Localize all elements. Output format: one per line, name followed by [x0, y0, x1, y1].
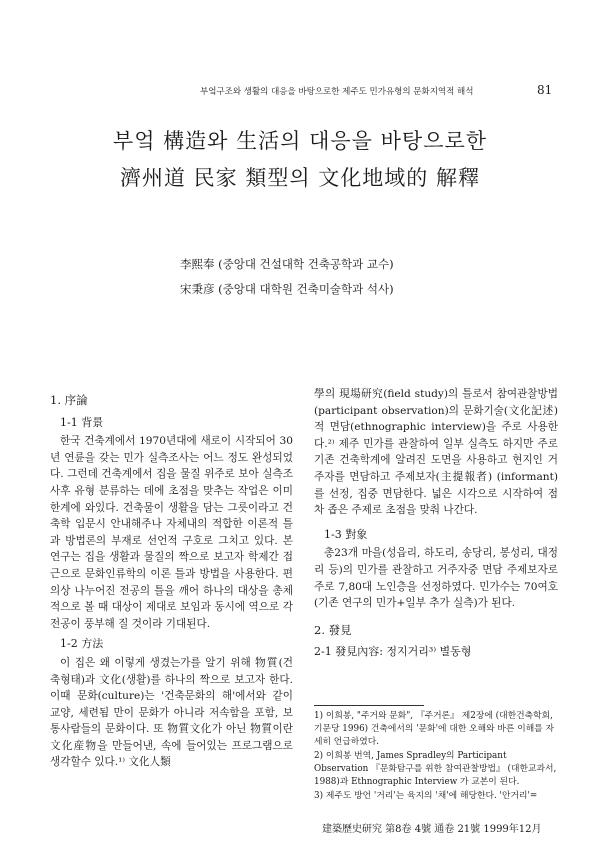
footnote-divider — [314, 705, 424, 706]
footnote-1: 1) 이희봉, "주거와 문화", 『주거론』 제2장에 (대한건축학회, 기문당 1996) 건축에서의 '문화'에 대한 오해와 바른 이해를 자세히 언급하였다. — [314, 711, 554, 747]
left-column — [50, 392, 293, 771]
author-2: 宋秉彦 (중앙대 대학원 건축미술학과 석사) — [180, 282, 394, 296]
subsection-heading-background: 1-1 背景 — [60, 415, 104, 429]
paragraph-subject: 총23개 마을(성읍리, 하도리, 송당리, 봉성리, 대정리 등)의 민가를 관찰하고 거주자중 면담 주제보자로 주로 7,80대 노인층을 선정하였다. 민가수는 70여호(기존 연구의 민가+일부 추가 실측)가 된다. — [314, 547, 558, 610]
paragraph-method: 이 집은 왜 이렇게 생겼는가를 알기 위해 物質(건축형태)과 文化(생활)를 하나의 짝으로 보고자 한다. 이때 문화(culture)는 '건축문화의 해'에서와 같이 교양, 세련됨 만이 문화가 아니라 저속함을 포함, 보통사람들의 문화이다. 또 物質文化가 아닌 物質이란 文化産物을 만들어낸, 속에 들어있는 프로그램으로 생각할수 있다.¹⁾ 文化人類 — [50, 656, 293, 769]
journal-footer: 建築歷史研究 第8卷 4號 通卷 21號 1999年12月 — [322, 824, 542, 835]
running-header: 부엌구조와 생활의 대응을 바탕으로한 제주도 민가유형의 문화지역적 해석 — [200, 87, 474, 97]
right-column — [314, 386, 558, 663]
subsection-heading-findings-content: 2-1 發見內容: 정지거리³⁾ 별동형 — [314, 645, 472, 659]
paragraph-background: 한국 건축계에서 1970년대에 새로이 시작되어 30년 연륜을 갖는 민가 실측조사는 어느 정도 완성되었다. 그런데 건축계에서 집을 물질 위주로 보아 실측조사후 유형 분류하는 데에 초점을 맞추는 작업은 이미 한계에 와있다. 건축물이 생활을 담는 그릇이라고 건축학 입문시 안내해주나 자체내의 적합한 이론적 틀과 방법론의 부재로 선언적 구호로 그치고 있다. 본 연구는 집을 생활과 물질의 짝으로 보고자 학제간 접근으로 문화인류학의 이론 틀과 방법을 사용한다. 편의상 나누어진 전공의 틀을 깨어 하나의 대상을 총체적으로 볼 때 대상이 제대로 보임과 동시에 역으로 각 전공이 풍부해 질 것이라 기대된다. — [50, 435, 293, 630]
footnotes — [314, 710, 560, 804]
footnote-2: 2) 이희봉 번역, James Spradley의 Participant Observation 『문화탐구를 위한 참여관찰방법』 (대한교과서, 1988)과 Ethnographic Interview 가 교본이 된다. — [314, 751, 557, 787]
subsection-heading-subject: 1-3 對象 — [324, 527, 368, 541]
section-heading-findings: 2. 發見 — [314, 622, 352, 637]
paragraph-method-continued: 學의 現場研究(field study)의 틀로서 참여관찰방법(participant observation)의 문화기술(文化記述)적 면담(ethnographic interview)을 주로 사용한다.²⁾ 제주 민가를 관찰하여 일부 실측도 하지만 주로 기존 건축학계에 알려진 도면을 사용하고 현지인 거주자를 면담하고 주제보자(主提報者) (informant)를 선정, 집중 면담한다. 넓은 시각으로 시작하여 점차 좁은 주제로 초점을 맞춰 나간다. — [314, 388, 558, 517]
author-1: 李熙奉 (중앙대 건설대학 건축공학과 교수) — [180, 257, 394, 271]
paper-title-line1: 부엌 構造와 生活의 대응을 바탕으로한 — [112, 129, 488, 153]
paper-title-line2: 濟州道 民家 類型의 文化地域的 解釋 — [120, 166, 480, 190]
subsection-heading-method: 1-2 方法 — [60, 637, 104, 651]
section-heading-introduction: 1. 序論 — [50, 393, 88, 407]
page-number: 81 — [537, 83, 553, 97]
footnote-3: 3) 제주도 방언 '거리'는 육지의 '채'에 해당한다. '안거리'= — [314, 791, 538, 801]
